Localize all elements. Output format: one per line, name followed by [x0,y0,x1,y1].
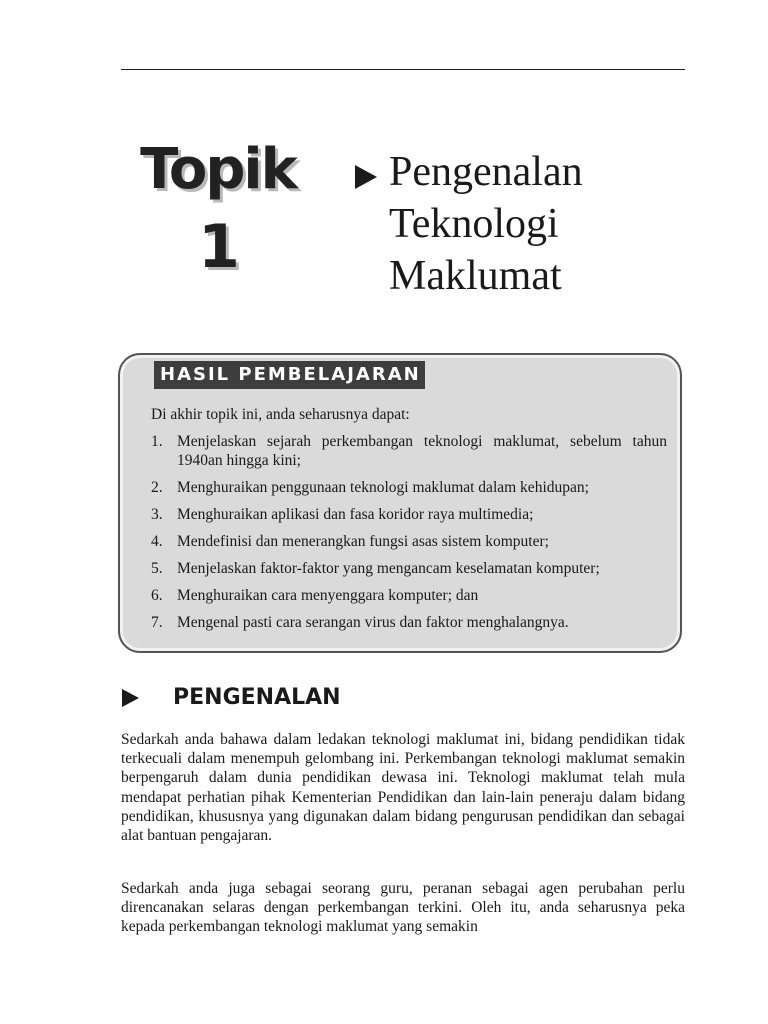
body-paragraph: Sedarkah anda juga sebagai seorang guru, peranan sebagai agen perubahan perlu direncanakan selaras dengan perkembangan terkini. Oleh itu, anda seharusnya peka kepada perkembangan teknologi maklumat yang semakin [121,880,685,936]
learning-outcomes-list [151,432,667,640]
chapter-title-line: Teknologi [389,201,559,247]
item-number: 4. [151,533,163,550]
top-rule [121,69,685,70]
list-item [151,613,667,632]
section-heading: PENGENALAN [173,685,341,710]
chapter-title-line: Pengenalan [389,149,583,195]
learning-outcomes-heading: HASIL PEMBELAJARAN [154,361,425,389]
item-number: 3. [151,506,163,523]
topic-label [140,138,296,280]
list-item [151,586,667,605]
item-text: Menjelaskan sejarah perkembangan teknologi maklumat, sebelum tahun 1940an hingga kini; [177,433,667,469]
item-text: Menghuraikan cara menyenggara komputer; dan [177,587,479,604]
item-text: Mendefinisi dan menerangkan fungsi asas sistem komputer; [177,533,549,550]
item-text: Menghuraikan penggunaan teknologi maklumat dalam kehidupan; [177,479,589,496]
list-item [151,432,667,470]
item-number: 5. [151,560,163,577]
list-item [151,532,667,551]
chapter-title [389,146,583,302]
item-number: 2. [151,479,163,496]
list-item [151,478,667,497]
chapter-title-line: Maklumat [389,253,562,299]
topic-number: 1 [198,212,238,282]
item-text: Mengenal pasti cara serangan virus dan faktor menghalangnya. [177,614,569,631]
item-text: Menjelaskan faktor-faktor yang mengancam keselamatan komputer; [177,560,600,577]
topic-word: Topik [140,137,296,202]
item-number: 7. [151,614,163,631]
learning-outcomes-box [118,353,682,653]
body-paragraph: Sedarkah anda bahawa dalam ledakan teknologi maklumat ini, bidang pendidikan tidak terkecuali dalam menempuh gelombang ini. Perkembangan teknologi maklumat semakin berpengaruh dalam dunia pendidikan dewasa ini. Teknologi maklumat telah mula mendapat perhatian pihak Kementerian Pendidikan dan lain-lain peneraju dalam bidang pendidikan, khususnya yang digunakan dalam bidang pengurusan pendidikan dan sebagai alat bantuan pengajaran. [121,731,685,845]
list-item [151,559,667,578]
list-item [151,505,667,524]
section-arrow-icon [122,689,139,707]
item-number: 1. [151,433,163,450]
item-number: 6. [151,587,163,604]
title-arrow-icon [355,165,377,189]
item-text: Menghuraikan aplikasi dan fasa koridor raya multimedia; [177,506,534,523]
learning-outcomes-intro: Di akhir topik ini, anda seharusnya dapat: [151,406,410,423]
